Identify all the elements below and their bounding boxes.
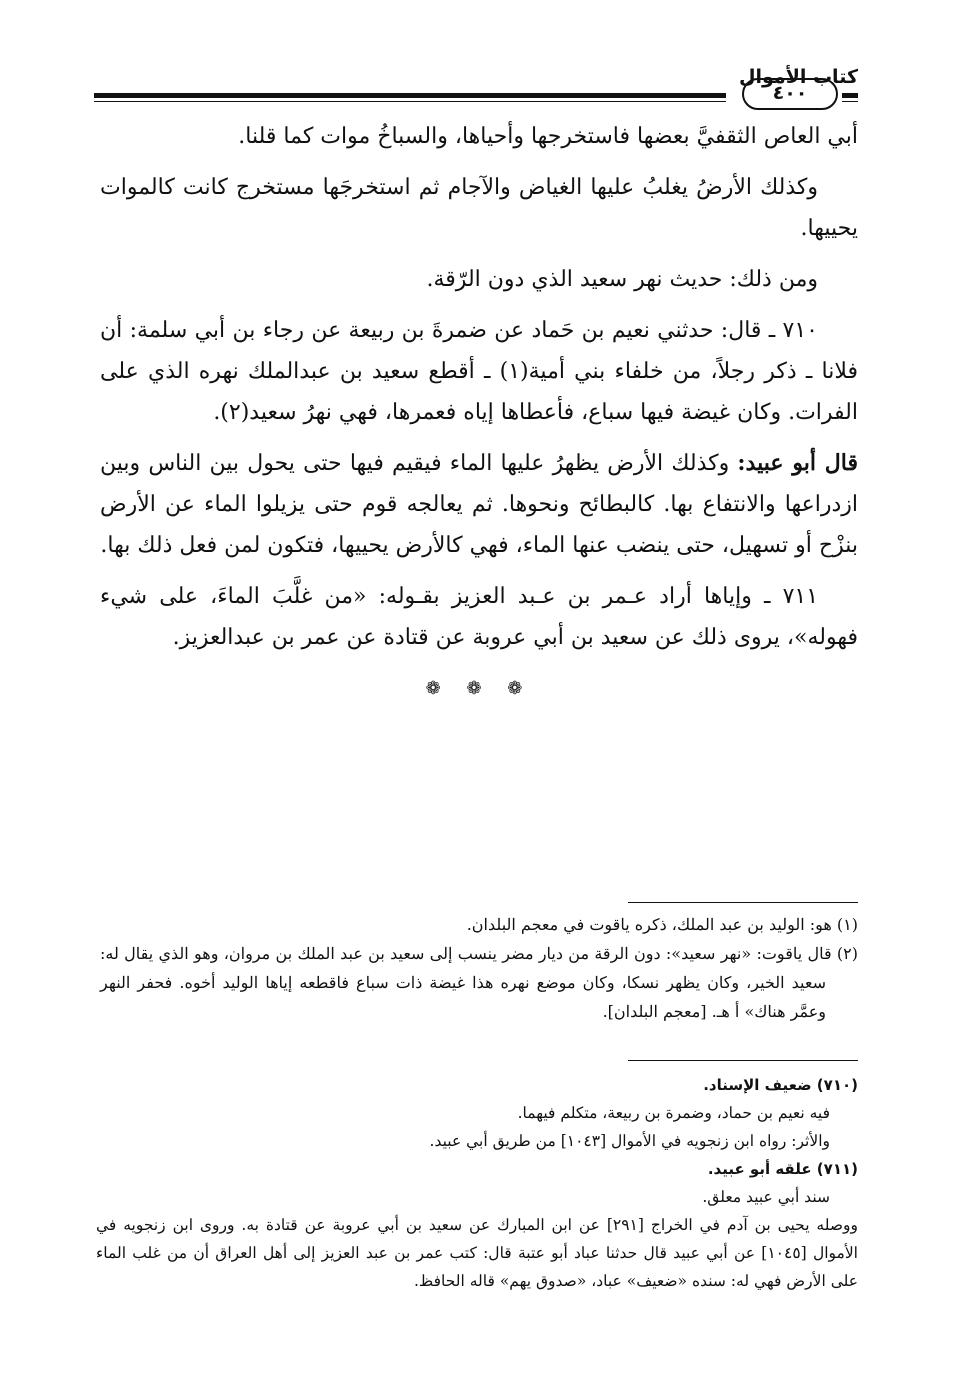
page-number: ٤٠٠ (742, 78, 838, 110)
running-title: كتاب الأموال (739, 66, 858, 88)
header-rule-thick-right (842, 93, 858, 98)
footnote-2: (٢) قال ياقوت: «نهر سعيد»: دون الرقة من ديار مضر ينسب إلى سعيد بن عبد الملك بن مروان، وهو الذي يقال له: سعيد الخير، وكان يظهر نسكا، وكان موضع نهره هذا غيضة ذات سباع فاقطعه إياها الوليد أخوه. فحفر النهر وعمَّر هناك» أ هـ. [معجم البلدان]. (100, 944, 858, 1021)
note-711-line-b: ووصله يحيى بن آدم في الخراج [٢٩١] عن ابن المبارك عن سعيد بن أبي عروبة عن قتادة به. وروى ابن زنجويه في الأموال [١٠٤٥] عن أبي عبيد قال حدثنا عباد أبو عتبة قال: كتب عمر بن عبد العزيز إلى أهل العراق أن من غلب الماء على الأرض فهي له: سنده «ضعيف» عباد، «صدوق يهم» قاله الحافظ. (96, 1216, 858, 1290)
header-rule-thick (94, 93, 726, 98)
note-710-heading: (٧١٠) ضعيف الإسناد. (703, 1076, 858, 1094)
paragraph-3: ومن ذلك: حديث نهر سعيد الذي دون الرّقة. (426, 267, 818, 292)
footnotes (100, 910, 858, 1026)
footnote-rule (628, 902, 858, 903)
page-header (94, 66, 858, 106)
hadith-711: ٧١١ ـ وإياها أراد عـمر بن عـبد العزيز بقـوله: «من غلَّبَ الماءَ، على شيء فهوله»، يروى ذلك عن سعيد بن أبي عروبة عن قتادة عن عمر بن عبدالعزيز. (100, 584, 858, 650)
main-text (100, 116, 858, 709)
abu-ubaid-lead: قال أبو عبيد: (737, 450, 858, 476)
paragraph-abu-ubaid (100, 443, 858, 566)
note-710-line-a: فيه نعيم بن حماد، وضمرة بن ربيعة، متكلم فيهما. (517, 1104, 830, 1122)
section-separator: ❁ ❁ ❁ (425, 678, 533, 699)
notes-rule (628, 1060, 858, 1061)
header-rule-thin-right (842, 101, 858, 102)
hadith-grading-notes (96, 1071, 858, 1295)
header-rule-thin (94, 101, 726, 102)
note-711-heading: (٧١١) علقه أبو عبيد. (707, 1160, 858, 1178)
abu-ubaid-text: وكذلك الأرض يظهرُ عليها الماء فيقيم فيها حتى يحول بين الناس وبين ازدراعها والانتفاع بها. كالبطائح ونحوها. ثم يعالجه قوم حتى يزيلوا الماء عن الأرض بنزْح أو تسهيل، حتى ينضب عنها الماء، فهي كالأرض يحييها، فتكون لمن فعل ذلك بها. (100, 451, 858, 558)
note-711-line-a: سند أبي عبيد معلق. (702, 1188, 830, 1206)
footnote-1: (١) هو: الوليد بن عبد الملك، ذكره ياقوت في معجم البلدان. (466, 915, 858, 934)
paragraph-1: أبي العاص الثقفيَّ بعضها فاستخرجها وأحياها، والسباخُ موات كما قلنا. (238, 124, 858, 149)
hadith-710: ٧١٠ ـ قال: حدثني نعيم بن حَماد عن ضمرةَ بن ربيعة عن رجاء بن أبي سلمة: أن فلانا ـ ذكر رجلاً، من خلفاء بني أمية(١) ـ أقطع سعيد بن عبدالملك نهره الذي على الفرات. وكان غيضة فيها سباع، فأعطاها إياه فعمرها، فهي نهرُ سعيد(٢). (100, 318, 858, 425)
note-710-line-b: والأثر: رواه ابن زنجويه في الأموال [١٠٤٣] من طريق أبي عبيد. (429, 1132, 830, 1150)
paragraph-2: وكذلك الأرضُ يغلبُ عليها الغياض والآجام ثم استخرجَها مستخرج كانت كالموات يحييها. (100, 175, 858, 241)
